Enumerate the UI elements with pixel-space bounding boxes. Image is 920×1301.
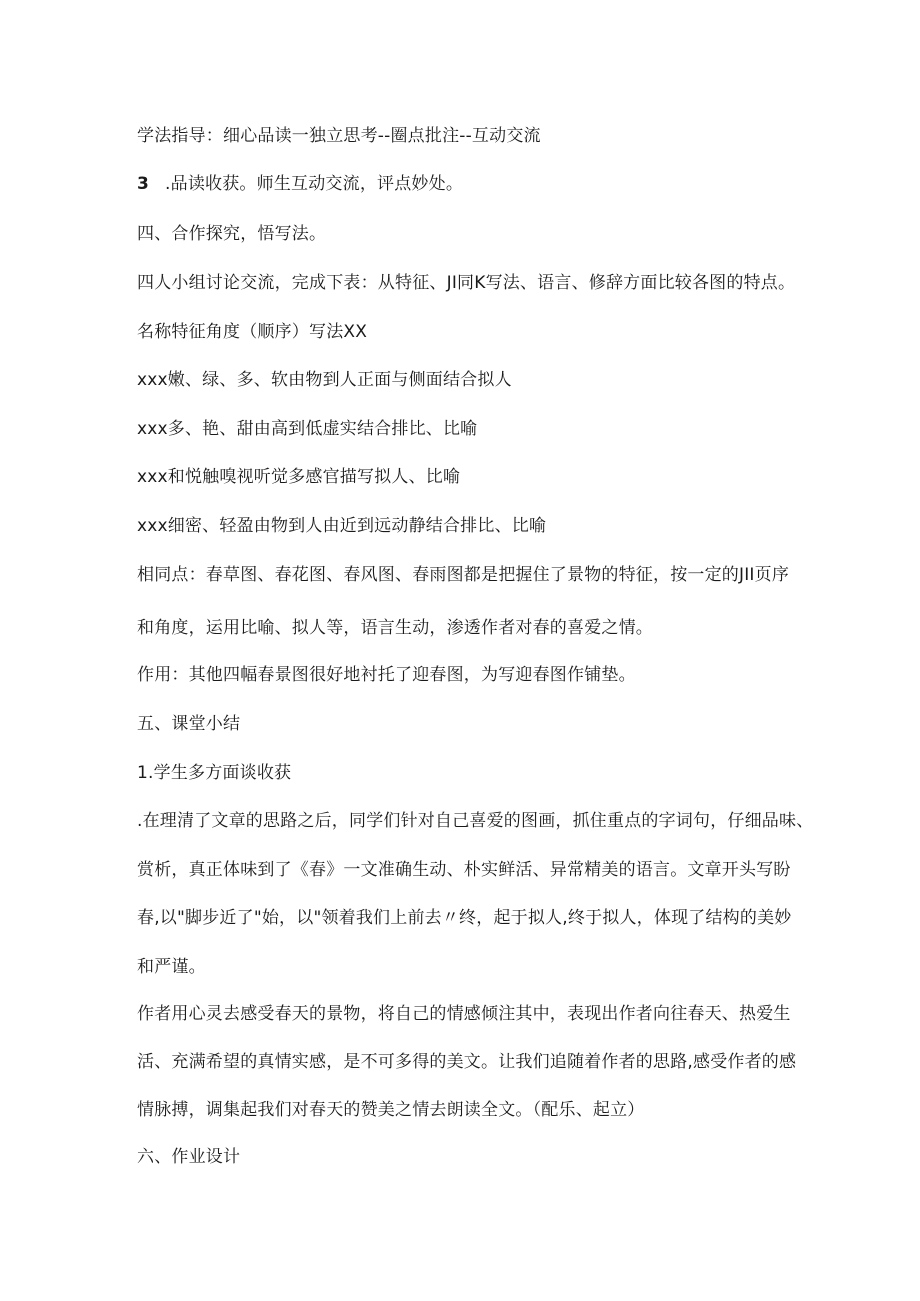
- similarity-line-1: 相同点：春草图、春花图、春风图、春雨图都是把握住了景物的特征，按一定的JII页序: [137, 565, 790, 585]
- summary-paragraph-1-line-3: 春,以"脚步近了"始，以"领着我们上前去〃终，起于拟人,终于拟人，体现了结构的美妙: [137, 908, 792, 928]
- step-3-number: 3: [137, 174, 150, 194]
- similarity-line-2: 和角度，运用比喻、拟人等，语言生动，渗透作者对春的喜爱之情。: [137, 618, 653, 638]
- table-header-row: 名称特征角度（顺序）写法XX: [137, 322, 368, 342]
- group-discussion-text: 四人小组讨论交流，完成下表：从特征、JI同K写法、语言、修辞方面比较各图的特点。: [137, 273, 796, 293]
- table-row-wind: xxx和悦触嗅视听觉多感官描写拟人、比喻: [137, 467, 461, 487]
- section-5-heading: 五、课堂小结: [137, 714, 241, 734]
- summary-paragraph-1-line-1: .在理清了文章的思路之后，同学们针对自己喜爱的图画，抓住重点的字词句，仔细品味、: [137, 811, 814, 831]
- summary-paragraph-2-line-2: 活、充满希望的真情实感，是不可多得的美文。让我们追随着作者的思路,感受作者的感: [137, 1052, 797, 1072]
- study-method-guide: 学法指导：细心品读一独立思考--圈点批注--互动交流: [137, 126, 541, 146]
- summary-item-1: 1.学生多方面谈收获: [137, 763, 292, 783]
- function-text: 作用：其他四幅春景图很好地衬托了迎春图，为写迎春图作铺垫。: [137, 665, 636, 685]
- table-row-flowers: xxx多、艳、甜由高到低虚实结合排比、比喻: [137, 419, 478, 439]
- summary-paragraph-2-line-1: 作者用心灵去感受春天的景物，将自己的情感倾注其中，表现出作者向往春天、热爱生: [137, 1004, 791, 1024]
- section-4-heading: 四、合作探究，悟写法。: [137, 224, 327, 244]
- summary-paragraph-2-line-3: 情脉搏，调集起我们对春天的赞美之情去朗读全文。（配乐、起立）: [137, 1100, 645, 1120]
- table-row-grass: xxx嫩、绿、多、软由物到人正面与侧面结合拟人: [137, 370, 512, 390]
- step-3-line: [137, 173, 463, 195]
- table-row-rain: xxx细密、轻盈由物到人由近到远动静结合排比、比喻: [137, 516, 547, 536]
- step-3-text: .品读收获。师生互动交流，评点妙处。: [165, 174, 464, 194]
- section-6-heading: 六、作业设计: [137, 1147, 241, 1167]
- summary-paragraph-1-line-2: 赏析，真正体味到了《春》一文准确生动、朴实鲜活、异常精美的语言。文章开头写盼: [137, 860, 791, 880]
- summary-paragraph-1-line-4: 和严谨。: [137, 957, 206, 977]
